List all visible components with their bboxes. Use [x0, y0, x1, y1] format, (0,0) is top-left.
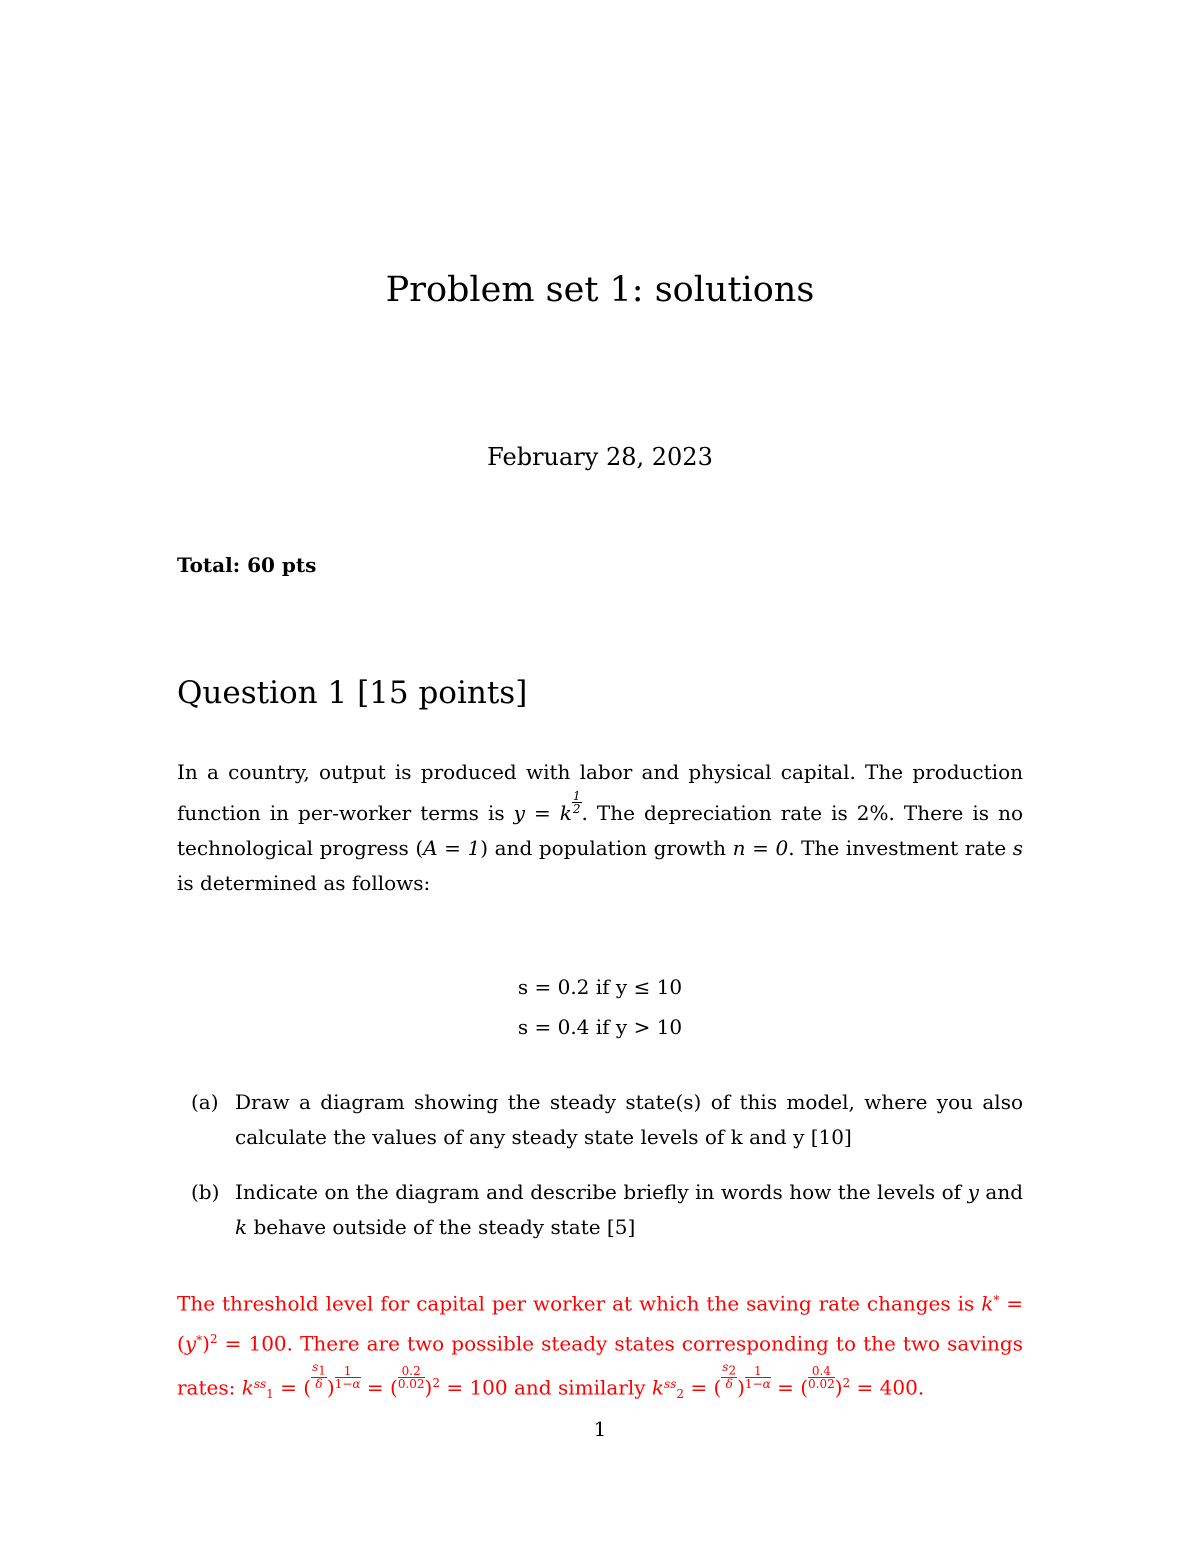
part-b	[177, 1175, 1023, 1245]
solution-text: The threshold level for capital per worker at which the saving rate changes is $k^* = (y^*)^2 = 100$. There are two possible steady states corresponding to the two savings rates: $k^{ss}1$ = ( $\frac{s_1}{\delta}$ ) $\frac{1}{1-\alpha}$ = ( $\frac{0.2}{0.02}$ )$^2$ = 100 and similarly $k^{ss}2$ = ( $\frac{s_2}{\delta}$ ) $\frac{1}{1-\alpha}$ = ( $\frac{0.4}{0.02}$ )$^2$ = 400.	[177, 1291, 1023, 1402]
document-title: Problem set 1: solutions	[385, 270, 815, 310]
document-date: February 28, 2023	[487, 443, 713, 471]
production-function: y = k $\frac{1}{2}$	[513, 789, 581, 826]
intro-text-2: . The depreciation rate is 2%. There is no technological progress (	[177, 801, 1023, 861]
savings-rule-low: s = 0.2 if y ≤ 10	[517, 975, 683, 999]
intro-text-3: ) and population growth	[480, 836, 727, 861]
intro-text-4: . The investment rate	[788, 836, 1007, 861]
intro-text-5: is determined as follows:	[177, 871, 431, 896]
intro-text-1: In a country, output is produced with labor and physical capital. The production function in per-worker terms is	[177, 760, 1023, 826]
technology-level: A = 1	[423, 836, 481, 861]
investment-rate-symbol: s	[1012, 836, 1024, 861]
part-a-text: Draw a diagram showing the steady state(s) of this model, where you also calculate the values of any steady state levels of k and y [10]	[235, 1090, 1023, 1149]
savings-rule-high: s = 0.4 if y > 10	[517, 1015, 683, 1039]
part-a-label: (a)	[191, 1090, 219, 1114]
population-growth: n = 0	[732, 836, 789, 861]
question-1-intro	[177, 755, 1023, 901]
part-b-text: Indicate on the diagram and describe briefly in words how the levels of y and k behave outside of the steady state [5]	[235, 1180, 1023, 1239]
part-b-label: (b)	[191, 1180, 220, 1204]
part-a	[177, 1085, 1023, 1155]
total-points: Total: 60 pts	[177, 553, 317, 577]
question-1-heading: Question 1 [15 points]	[177, 675, 528, 711]
page-number: 1	[593, 1417, 607, 1441]
